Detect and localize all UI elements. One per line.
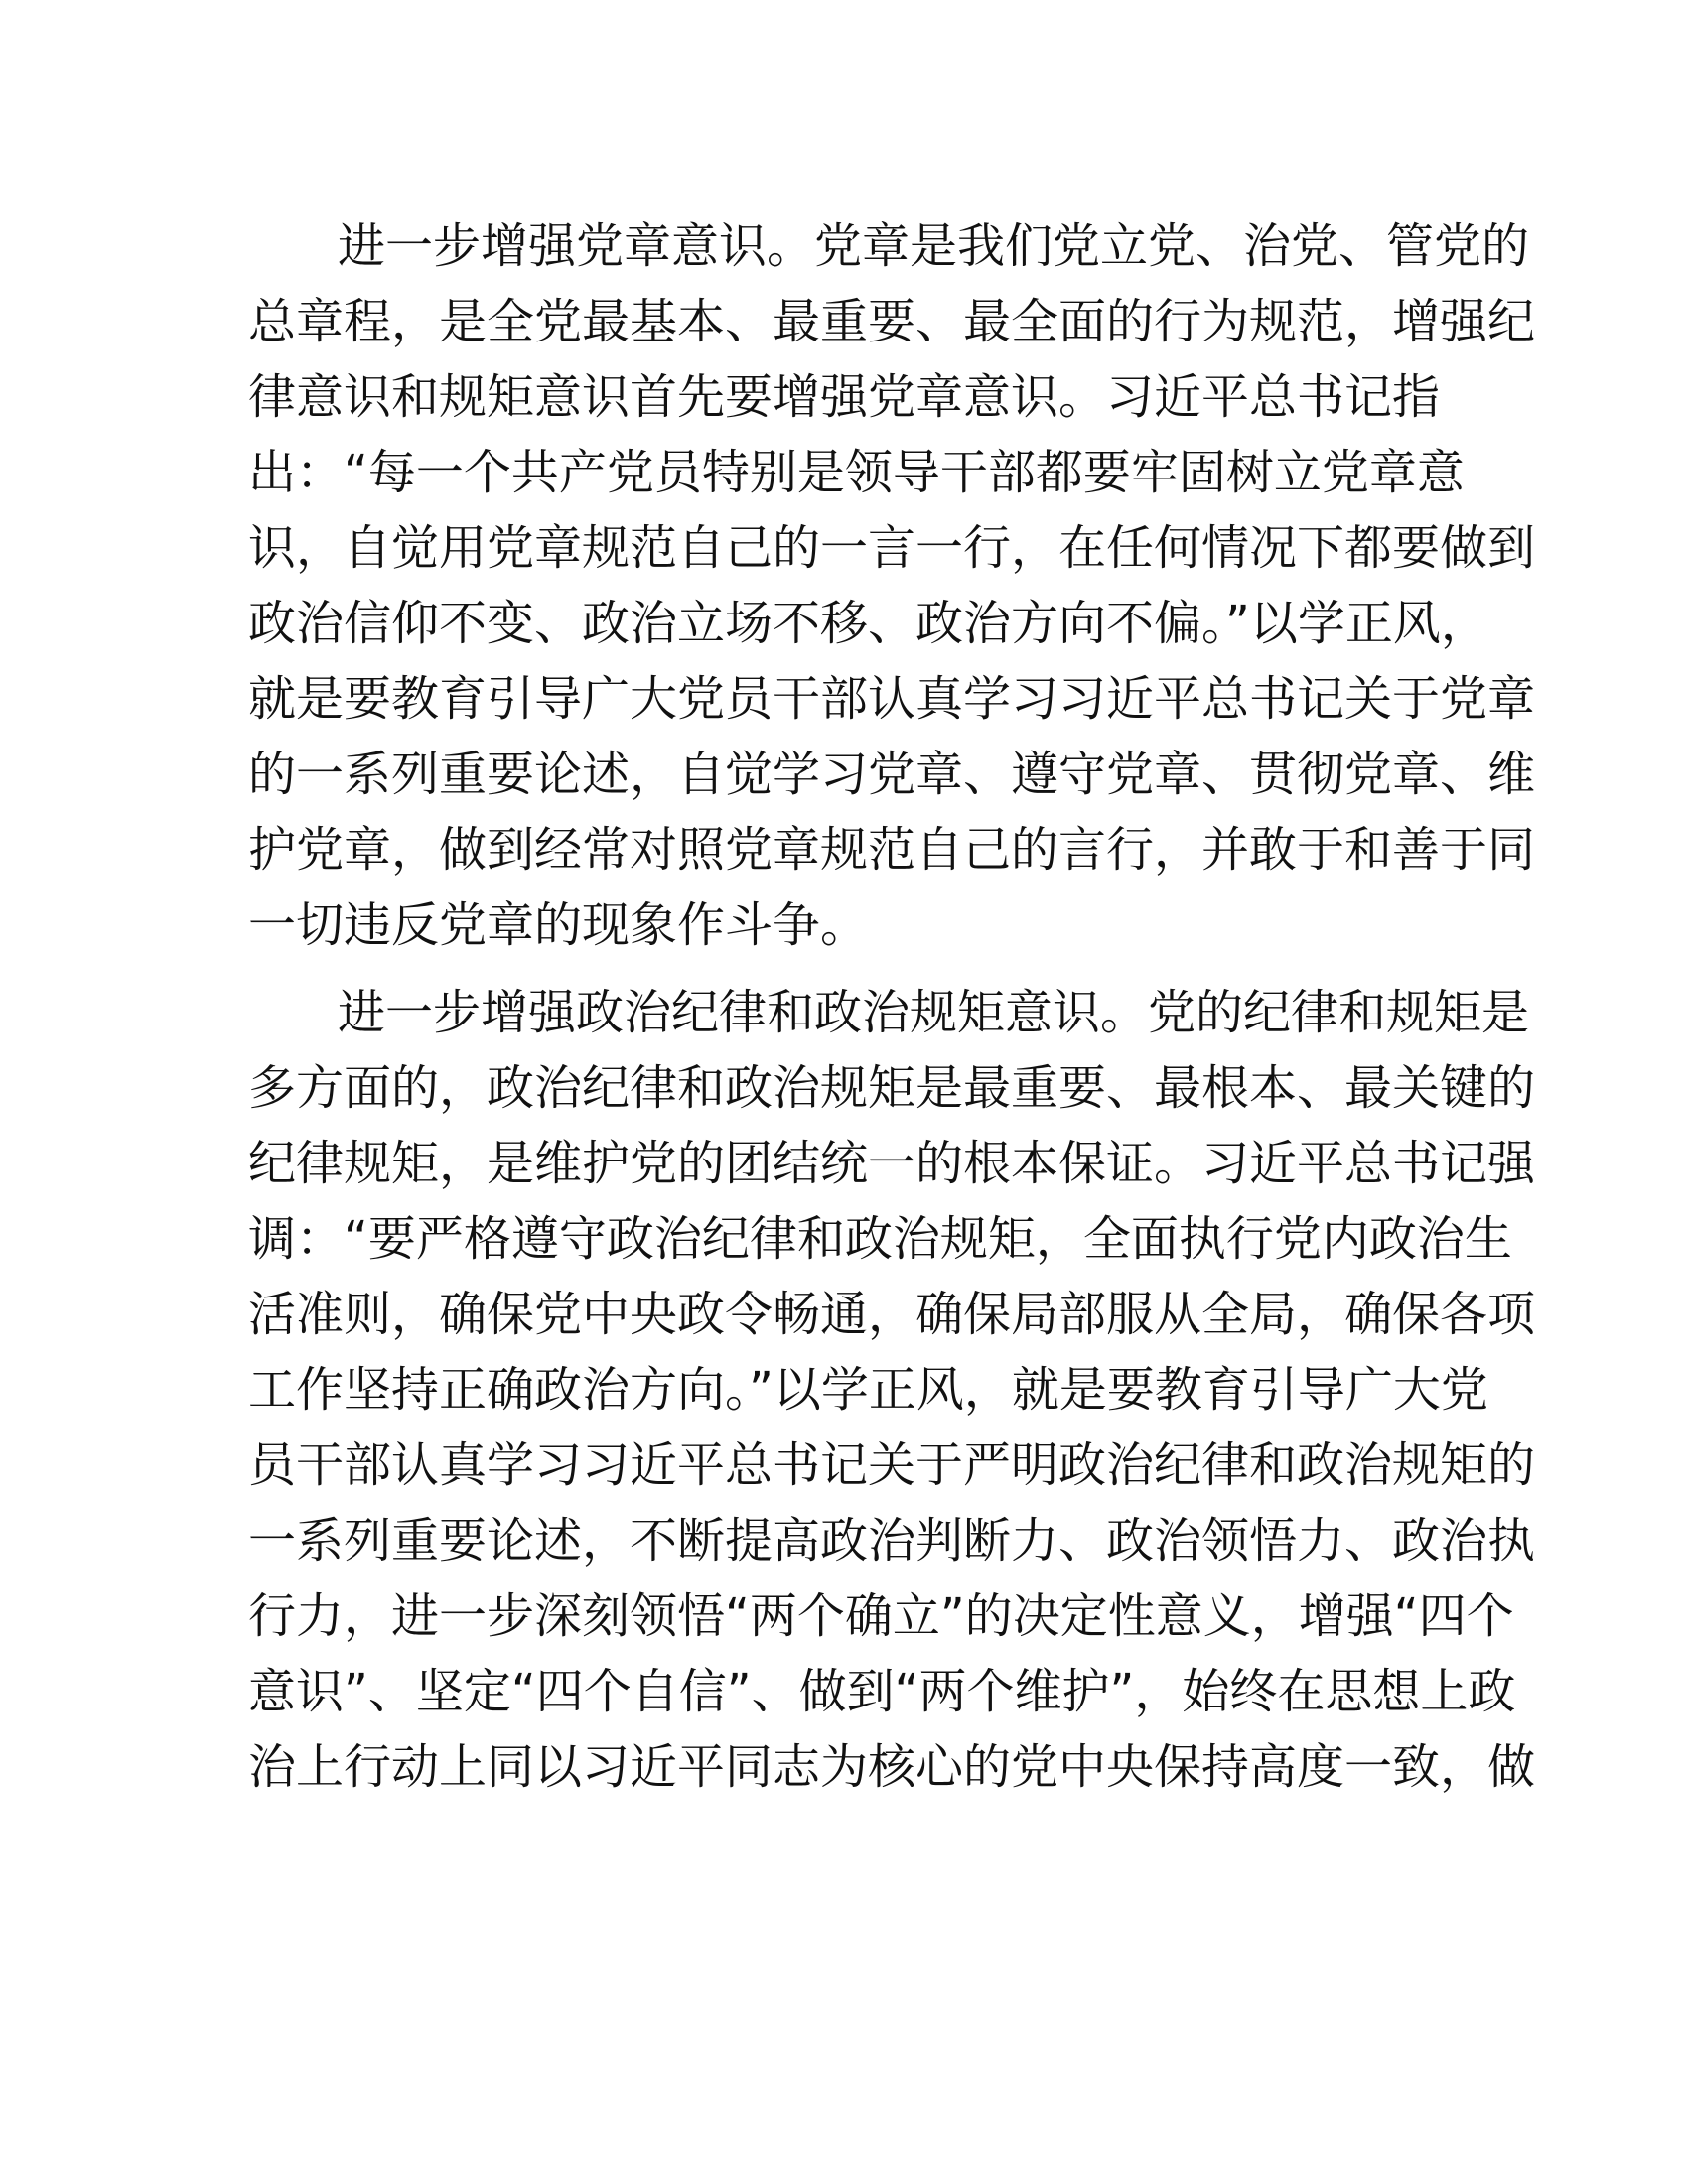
text-line: 就是要教育引导广大党员干部认真学习习近平总书记关于党章 (248, 671, 1536, 727)
text-line: 活准则，确保党中央政令畅通，确保局部服从全局，确保各项 (248, 1287, 1536, 1342)
text-line: 识，自觉用党章规范自己的一言一行，在任何情况下都要做到 (248, 520, 1536, 576)
text-line: 意识”、坚定“四个自信”、做到“两个维护”，始终在思想上政 (248, 1664, 1516, 1719)
text-line: 多方面的，政治纪律和政治规矩是最重要、最根本、最关键的 (248, 1060, 1536, 1116)
text-line: 政治信仰不变、政治立场不移、政治方向不偏。”以学正风， (248, 596, 1488, 651)
document-body (248, 208, 1536, 1817)
text-line: 一系列重要论述，不断提高政治判断力、政治领悟力、政治执 (248, 1513, 1536, 1569)
text-line: 工作坚持正确政治方向。”以学正风，就是要教育引导广大党 (248, 1362, 1488, 1418)
text-line: 纪律规矩，是维护党的团结统一的根本保证。习近平总书记强 (248, 1136, 1536, 1191)
text-line: 进一步增强党章意识。党章是我们党立党、治党、管党的 (338, 218, 1530, 274)
text-line: 的一系列重要论述，自觉学习党章、遵守党章、贯彻党章、维 (248, 747, 1536, 802)
paragraph-party-constitution-awareness (248, 208, 1536, 963)
text-line: 一切违反党章的现象作斗争。 (248, 897, 869, 953)
text-line: 行力，进一步深刻领悟“两个确立”的决定性意义，增强“四个 (248, 1588, 1514, 1644)
text-line: 出：“每一个共产党员特别是领导干部都要牢固树立党章意 (248, 445, 1465, 500)
text-line: 调：“要严格遵守政治纪律和政治规矩，全面执行党内政治生 (248, 1211, 1512, 1267)
text-line: 护党章，做到经常对照党章规范自己的言行，并敢于和善于同 (248, 822, 1536, 878)
text-line: 员干部认真学习习近平总书记关于严明政治纪律和政治规矩的 (248, 1437, 1536, 1493)
text-line: 进一步增强政治纪律和政治规矩意识。党的纪律和规矩是 (338, 985, 1530, 1040)
paragraph-political-discipline-awareness (248, 975, 1536, 1805)
text-line: 总章程，是全党最基本、最重要、最全面的行为规范，增强纪 (248, 294, 1536, 349)
text-line: 律意识和规矩意识首先要增强党章意识。习近平总书记指 (248, 369, 1441, 425)
text-line: 治上行动上同以习近平同志为核心的党中央保持高度一致，做 (248, 1739, 1536, 1795)
